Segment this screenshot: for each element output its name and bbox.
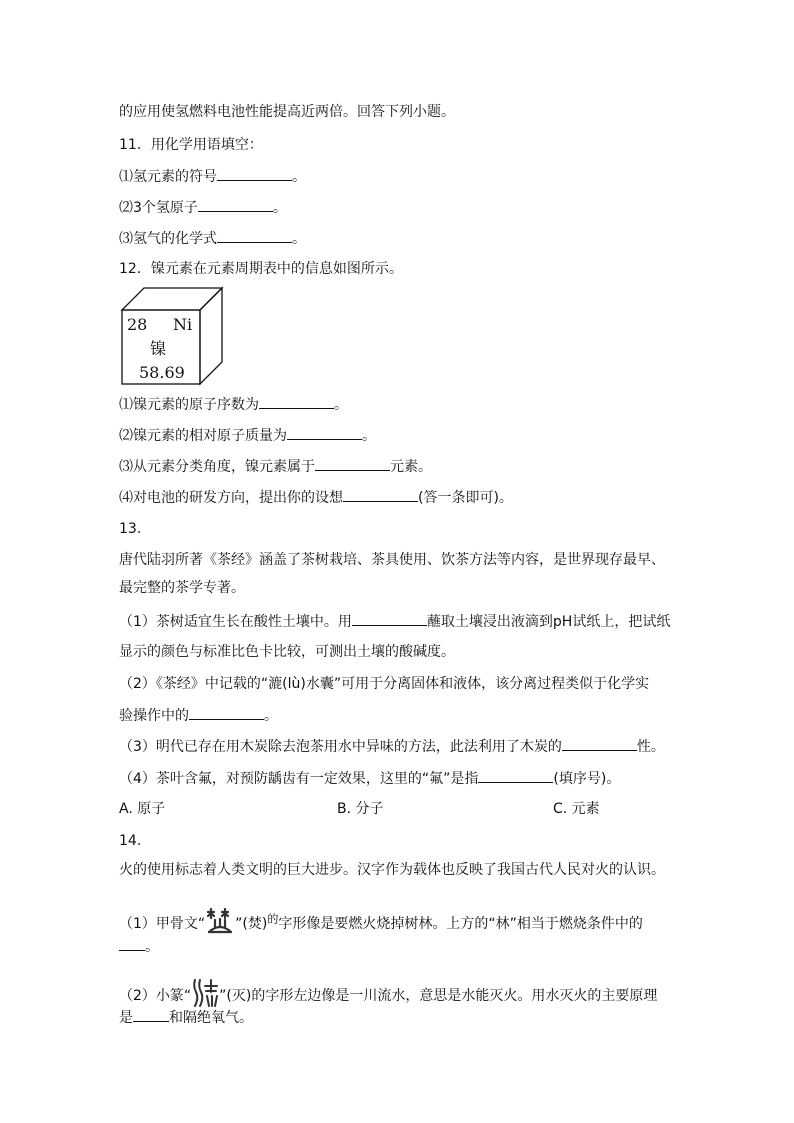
answer-blank[interactable] <box>189 705 264 720</box>
q11-item-2-end: 。 <box>272 200 287 216</box>
oracle-bone-fen-glyph <box>205 906 235 936</box>
q14-part2 <box>119 978 657 1008</box>
q12-item-1 <box>119 394 348 415</box>
q13-part1-text: （1）茶树适宜生长在酸性土壤中。用 <box>119 614 352 630</box>
q11-item-2 <box>119 197 287 218</box>
q14-part2-line2 <box>119 1007 253 1028</box>
q13-part2-end: 。 <box>264 708 278 724</box>
answer-blank[interactable] <box>198 197 273 212</box>
q14-part2-end: 和隔绝氧气。 <box>169 1010 253 1026</box>
element-card-nickel <box>120 286 226 386</box>
q13-intro-line2: 最完整的茶学专著。 <box>119 580 245 596</box>
q14-part1-de: 的 <box>267 912 279 926</box>
answer-blank[interactable] <box>119 936 145 951</box>
q14-part2-shi: 是 <box>119 1010 133 1026</box>
q13-part4-end: (填序号)。 <box>553 771 621 787</box>
answer-blank[interactable] <box>217 228 292 243</box>
q12-stem: 12．镍元素在元素周期表中的信息如图所示。 <box>119 261 403 277</box>
answer-blank[interactable] <box>217 166 292 181</box>
q12-item-3-text: ⑶从元素分类角度，镍元素属于 <box>119 459 315 475</box>
q14-part1-fen: ”(焚) <box>235 916 268 932</box>
q11-item-3-end: 。 <box>292 231 306 247</box>
q12-item-3 <box>119 456 432 477</box>
q12-item-2-text: ⑵镍元素的相对原子质量为 <box>119 428 287 444</box>
answer-blank[interactable] <box>315 456 390 471</box>
q11-stem: 11．用化学用语填空： <box>119 137 263 153</box>
answer-blank[interactable] <box>343 487 418 502</box>
answer-blank[interactable] <box>259 394 334 409</box>
q12-item-2 <box>119 425 376 446</box>
answer-blank[interactable] <box>133 1007 169 1022</box>
q13-part4 <box>119 768 620 789</box>
q14-number: 14. <box>119 833 142 849</box>
option-a[interactable]: A. 原子 <box>119 801 166 817</box>
q14-part1-cont: 字形像是要燃火烧掉树林。上方的“林”相当于燃烧条件中的 <box>278 916 643 932</box>
q14-intro: 火的使用标志着人类文明的巨大进步。汉字作为载体也反映了我国古代人民对火的认识。 <box>119 862 665 878</box>
q14-part1 <box>119 906 643 936</box>
q12-item-2-end: 。 <box>362 428 376 444</box>
seal-script-mie-glyph <box>191 978 219 1008</box>
option-b[interactable]: B. 分子 <box>337 801 384 817</box>
q14-part1-text: （1）甲骨文“ <box>119 916 206 932</box>
q13-part2-line2 <box>119 705 278 726</box>
q14-part2-text: （2）小篆“ <box>119 988 192 1004</box>
q11-item-1 <box>119 166 306 187</box>
q11-item-1-text: ⑴氢元素的符号 <box>119 169 217 185</box>
q13-part1-line2: 显示的颜色与标准比色卡比较，可测出土壤的酸碱度。 <box>119 644 455 660</box>
answer-blank[interactable] <box>562 736 637 751</box>
q13-part4-text: （4）茶叶含氟，对预防龋齿有一定效果，这里的“氟”是指 <box>119 771 479 787</box>
q13-part2-text: 验操作中的 <box>119 708 189 724</box>
atomic-mass: 58.69 <box>139 363 185 382</box>
q12-item-4-text: ⑷对电池的研发方向，提出你的设想 <box>119 490 343 506</box>
q13-part1 <box>119 611 670 632</box>
q12-item-4-end: (答一条即可)。 <box>418 490 513 506</box>
q13-part1-cont: 蘸取土壤浸出液滴到pH试纸上，把试纸 <box>426 614 671 630</box>
q11-item-1-end: 。 <box>292 169 306 185</box>
answer-blank[interactable] <box>287 425 362 440</box>
q13-part3-end: 性。 <box>636 739 665 755</box>
q11-item-3-text: ⑶氢气的化学式 <box>119 231 217 247</box>
q12-item-1-end: 。 <box>334 397 348 413</box>
q13-part2-line1: （2）《茶经》中记载的“漉(lù)水囊”可用于分离固体和液体，该分离过程类似于化学实 <box>119 676 650 692</box>
q14-part2-cont: ”(灭)的字形左边像是一川流水，意思是水能灭火。用水灭火的主要原理 <box>219 988 658 1004</box>
atomic-number: 28 <box>127 315 148 334</box>
q13-number: 13. <box>119 521 142 537</box>
q14-part1-end: 。 <box>145 939 159 955</box>
element-name: 镍 <box>150 339 167 358</box>
element-symbol: Ni <box>173 315 193 334</box>
option-c[interactable]: C. 元素 <box>553 801 600 817</box>
q11-item-2-text: ⑵3个氢原子 <box>119 200 198 216</box>
q14-part1-line2 <box>119 936 159 957</box>
intro-tail: 的应用使氢燃料电池性能提高近两倍。回答下列小题。 <box>119 104 455 120</box>
q11-item-3 <box>119 228 306 249</box>
q12-item-3-end: 元素。 <box>390 459 432 475</box>
answer-blank[interactable] <box>352 611 427 626</box>
answer-blank[interactable] <box>478 768 553 783</box>
q13-intro-line1: 唐代陆羽所著《茶经》涵盖了茶树栽培、茶具使用、饮茶方法等内容，是世界现存最早、 <box>119 552 665 568</box>
q13-part3-text: （3）明代已存在用木炭除去泡茶用水中异味的方法，此法利用了木炭的 <box>119 739 562 755</box>
q13-part3 <box>119 736 665 757</box>
q12-item-4 <box>119 487 513 508</box>
q12-item-1-text: ⑴镍元素的原子序数为 <box>119 397 259 413</box>
